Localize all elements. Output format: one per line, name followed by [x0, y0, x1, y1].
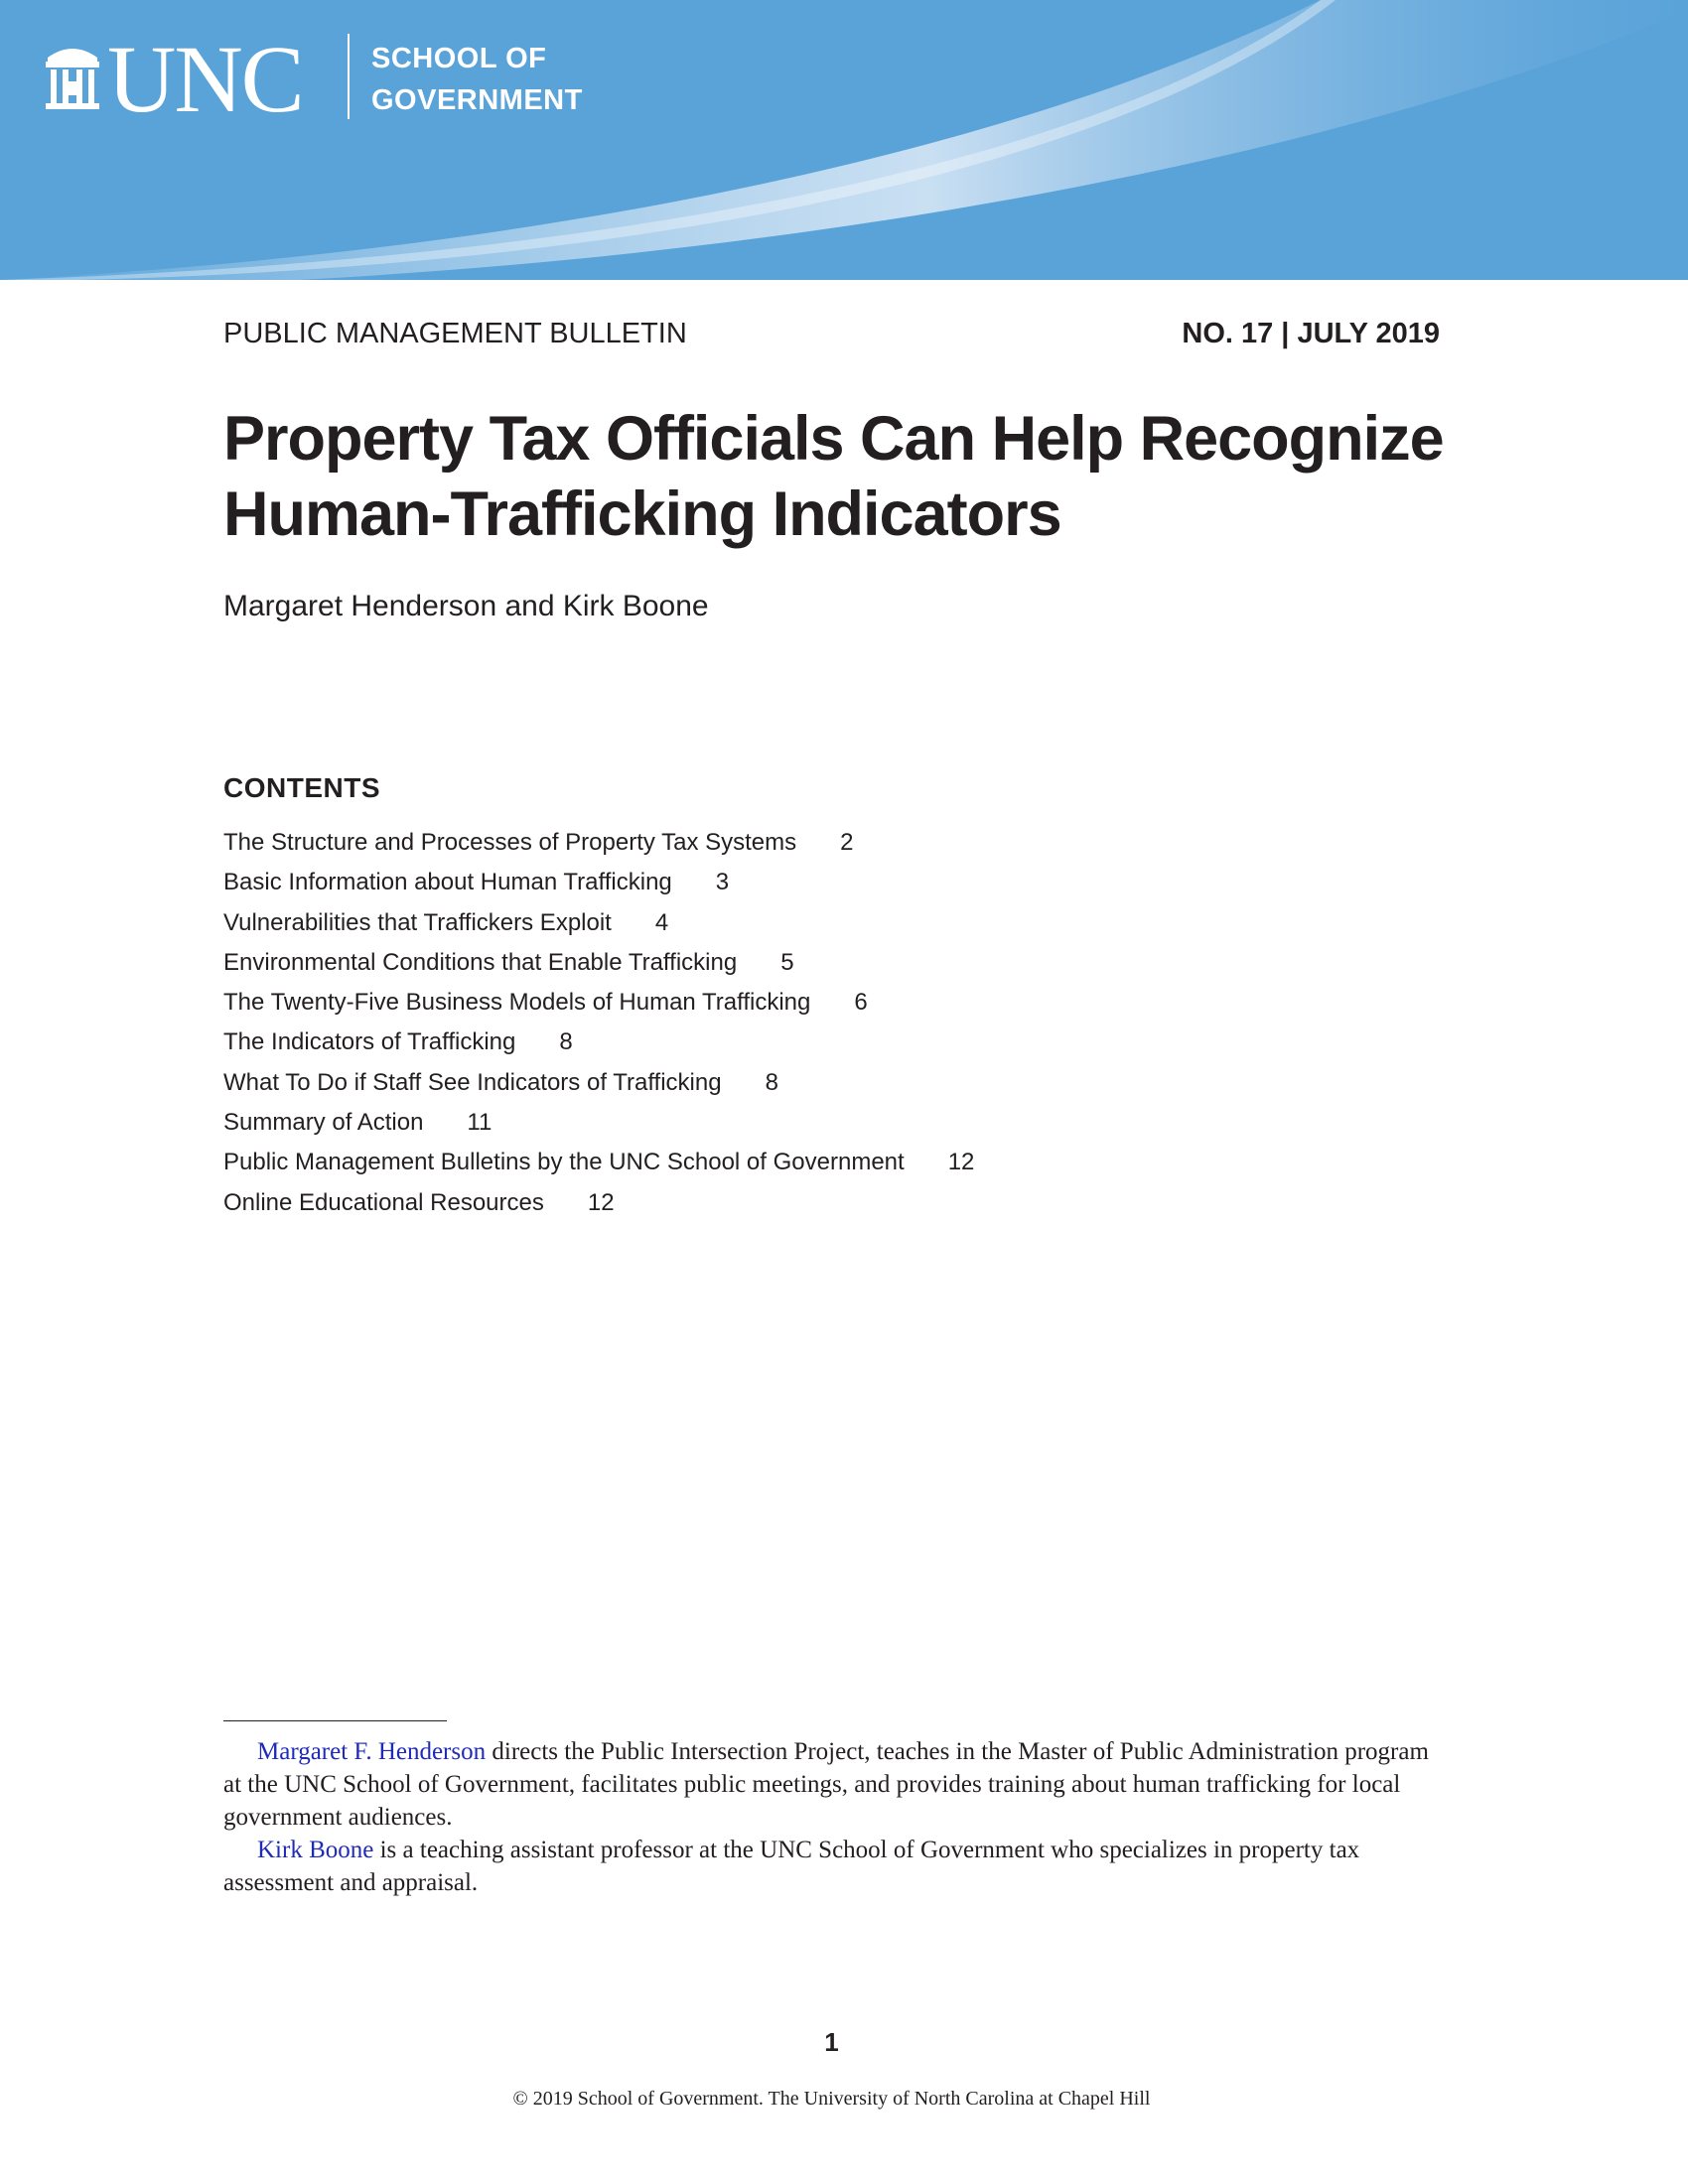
footnote-henderson [223, 1735, 1445, 1834]
issue-number: NO. 17 | JULY 2019 [1182, 318, 1440, 349]
toc-item-page: 8 [765, 1068, 778, 1096]
toc-item[interactable] [223, 946, 974, 986]
footnote-divider [223, 1720, 447, 1721]
toc-item-label: What To Do if Staff See Indicators of Trafficking [223, 1068, 722, 1096]
toc-item-label: The Indicators of Trafficking [223, 1028, 516, 1056]
footnote-boone [223, 1834, 1445, 1899]
toc-item-label: The Twenty-Five Business Models of Human Trafficking [223, 989, 811, 1017]
author-link-boone[interactable]: Kirk Boone [257, 1837, 374, 1863]
toc-item-page: 8 [559, 1028, 573, 1056]
document-title: Property Tax Officials Can Help Recognize Human-Trafficking Indicators [223, 404, 1444, 549]
footnote-text: directs the Public Intersection Project, teaches in the Master of Public Administration program at the UNC School of Government, facilitates public meetings, and provides training about human trafficking for local government audiences. [223, 1738, 1429, 1831]
logo-divider [348, 34, 350, 119]
toc-item-page: 4 [654, 908, 669, 936]
authors: Margaret Henderson and Kirk Boone [223, 590, 709, 622]
toc-item[interactable] [223, 1106, 974, 1146]
bulletin-header [223, 316, 1440, 355]
footnote-text: is a teaching assistant professor at the UNC School of Government who specializes in property tax assessment and appraisal. [223, 1837, 1360, 1896]
copyright: © 2019 School of Government. The University of North Carolina at Chapel Hill [512, 2088, 1151, 2110]
toc-item-label: Summary of Action [223, 1109, 424, 1137]
header-banner [0, 0, 1688, 280]
toc-item-label: Public Management Bulletins by the UNC School of Government [223, 1149, 905, 1176]
toc-item-page: 2 [840, 829, 854, 856]
toc-item[interactable] [223, 986, 974, 1025]
table-of-contents [223, 826, 974, 1226]
toc-item-label: Vulnerabilities that Traffickers Exploit [223, 908, 612, 936]
author-link-henderson[interactable]: Margaret F. Henderson [257, 1738, 487, 1765]
toc-item-label: The Structure and Processes of Property Tax Systems [223, 829, 797, 856]
toc-item-label: Environmental Conditions that Enable Trafficking [223, 948, 738, 976]
toc-item-page: 11 [467, 1109, 492, 1137]
toc-item-page: 5 [780, 948, 794, 976]
toc-item[interactable] [223, 1025, 974, 1065]
author-footnotes [223, 1735, 1445, 1899]
toc-item[interactable] [223, 1066, 974, 1106]
unc-wordmark: UNC [107, 26, 303, 132]
toc-item-page: 3 [715, 869, 730, 896]
page-number: 1 [824, 2027, 839, 2057]
toc-item-label: Basic Information about Human Trafficking [223, 869, 672, 896]
toc-item[interactable] [223, 1146, 974, 1185]
contents-heading: CONTENTS [223, 772, 380, 803]
toc-item-page: 12 [947, 1149, 975, 1176]
toc-item[interactable] [223, 866, 974, 905]
toc-item-label: Online Educational Resources [223, 1188, 544, 1216]
series-name: PUBLIC MANAGEMENT BULLETIN [223, 318, 687, 349]
toc-item[interactable] [223, 1186, 974, 1226]
school-name: SCHOOL OF GOVERNMENT [371, 43, 583, 116]
toc-item[interactable] [223, 906, 974, 946]
toc-item-page: 6 [854, 989, 868, 1017]
old-well-icon [44, 40, 101, 111]
toc-item-page: 12 [587, 1188, 615, 1216]
toc-item[interactable] [223, 826, 974, 866]
